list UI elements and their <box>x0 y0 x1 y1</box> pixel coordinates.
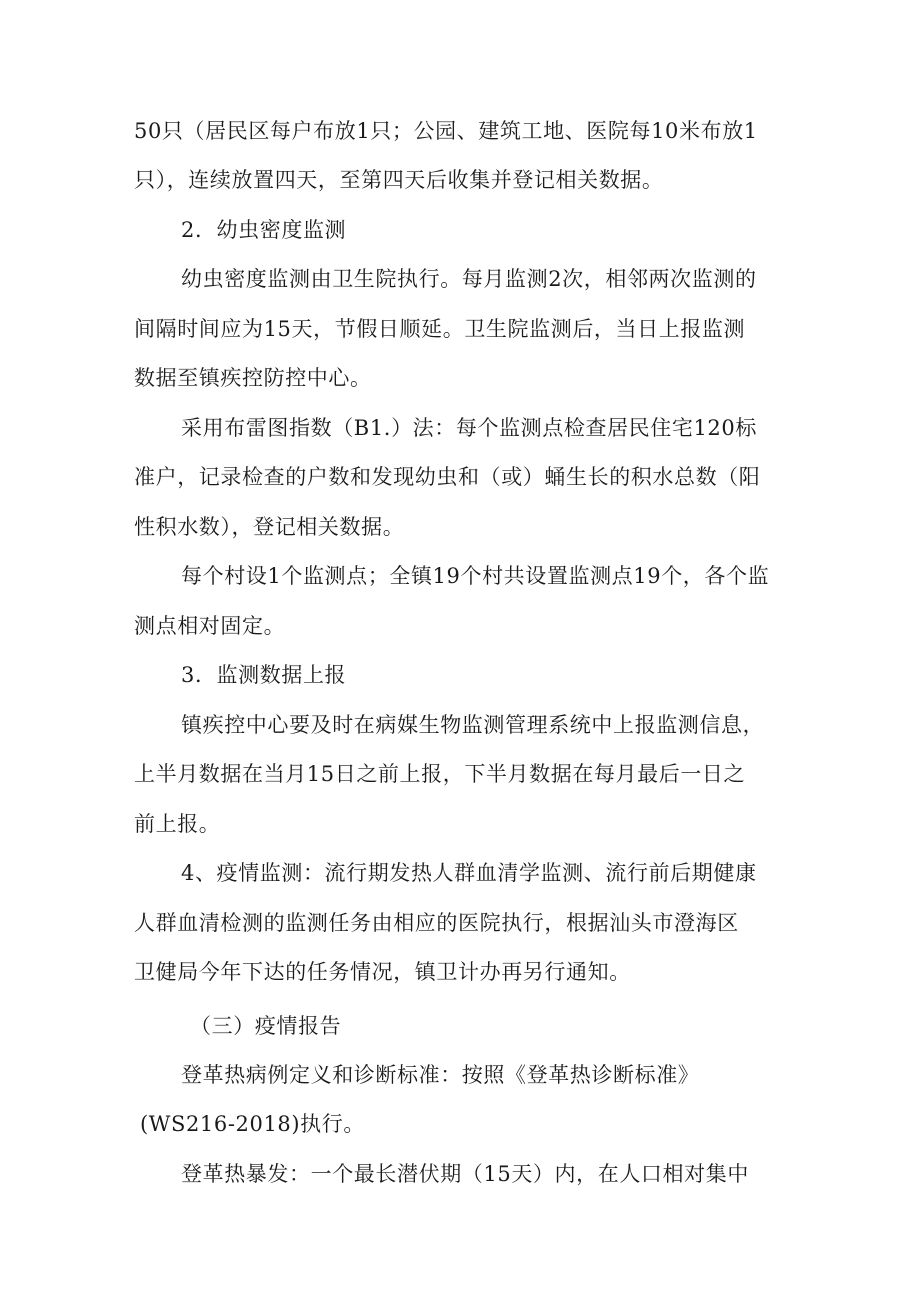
text-line: (WS216-2018)执行。 <box>140 1112 365 1136</box>
text-line: 数据至镇疾控防控中心。 <box>134 366 372 390</box>
text-line: 采用布雷图指数（B1.）法：每个监测点检查居民住宅120标 <box>181 416 757 440</box>
text-line: 镇疾控中心要及时在病媒生物监测管理系统中上报监测信息， <box>181 713 765 737</box>
text-line: 幼虫密度监测由卫生院执行。每月监测2次，相邻两次监测的 <box>181 267 757 291</box>
text-line: 间隔时间应为15天，节假日顺延。卫生院监测后，当日上报监测 <box>134 317 746 341</box>
text-line: 准户，记录检查的户数和发现幼虫和（或）蛹生长的积水总数（阳 <box>134 465 761 489</box>
text-line: 前上报。 <box>134 812 221 836</box>
text-line: 4、疫情监测：流行期发热人群血清学监测、流行前后期健康 <box>181 861 757 885</box>
text-line: 50只（居民区每户布放1只；公园、建筑工地、医院每10米布放1 <box>134 119 758 143</box>
section-heading: （三）疫情报告 <box>190 1014 342 1038</box>
section-heading: 3．监测数据上报 <box>181 663 347 687</box>
text-line: 每个村设1个监测点；全镇19个村共设置监测点19个，各个监 <box>181 564 770 588</box>
text-line: 登革热暴发：一个最长潜伏期（15天）内，在人口相对集中 <box>181 1162 749 1186</box>
text-line: 性积水数），登记相关数据。 <box>134 515 405 539</box>
text-line: 只），连续放置四天，至第四天后收集并登记相关数据。 <box>134 168 664 192</box>
section-heading: 2．幼虫密度监测 <box>181 218 347 242</box>
text-line: 人群血清检测的监测任务由相应的医院执行，根据汕头市澄海区 <box>134 911 739 935</box>
text-line: 登革热病例定义和诊断标准：按照《登革热诊断标准》 <box>181 1063 700 1087</box>
text-line: 上半月数据在当月15日之前上报，下半月数据在每月最后一日之 <box>134 762 746 786</box>
text-line: 测点相对固定。 <box>134 614 286 638</box>
text-line: 卫健局今年下达的任务情况，镇卫计办再另行通知。 <box>134 960 631 984</box>
